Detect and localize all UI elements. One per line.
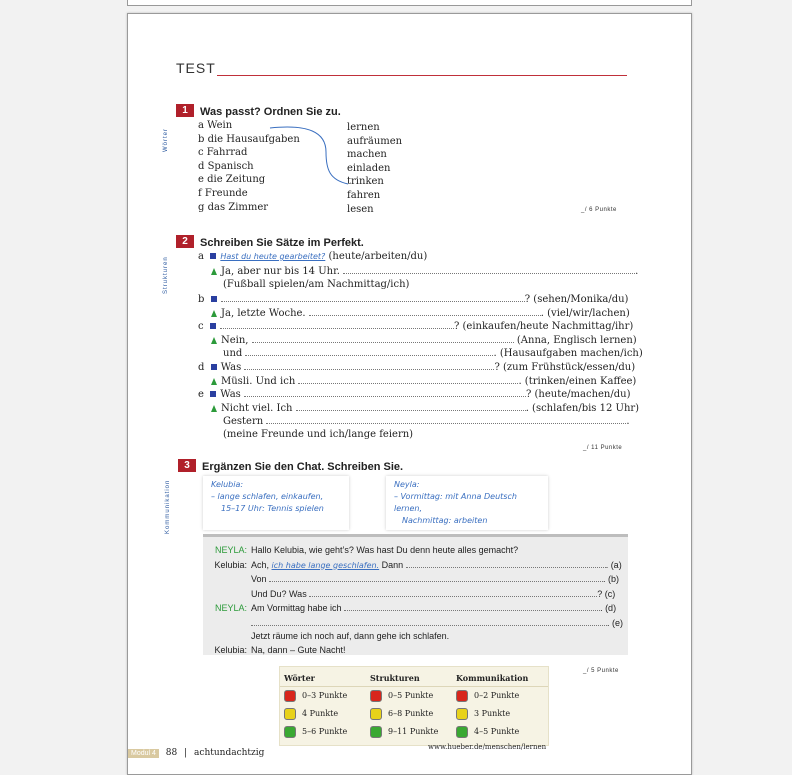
text: Nein, xyxy=(221,335,249,346)
section-1-title: Was passt? Ordnen Sie zu. xyxy=(200,106,341,118)
answer-blank[interactable] xyxy=(296,401,526,411)
text: Müsli. Und ich xyxy=(221,376,296,387)
hint: ? (sehen/Monika/du) xyxy=(524,294,629,305)
chat-row xyxy=(203,544,628,558)
red-dot-icon xyxy=(284,690,296,702)
square-marker xyxy=(210,253,216,259)
eval-cell: 3 Punkte xyxy=(456,708,510,720)
eval-header-woerter: Wörter xyxy=(284,673,315,683)
page-number: 88 xyxy=(165,748,178,758)
section-2-side-label: Strukturen xyxy=(163,256,169,294)
answer-blank[interactable] xyxy=(220,319,454,329)
s2-item-e1 xyxy=(198,387,631,402)
note-line: – lange schlafen, einkaufen, xyxy=(211,492,324,501)
title-rule xyxy=(217,75,627,76)
text: Ja, letzte Woche. xyxy=(221,308,306,319)
note-line: Nachmittag: arbeiten xyxy=(402,516,488,525)
hint: . (viel/wir/lachen) xyxy=(540,308,630,319)
module-tag: Modul 4 xyxy=(128,749,159,758)
hint: . (schlafen/bis 12 Uhr) xyxy=(525,403,640,414)
speaker-kelubia: Kelubia: xyxy=(214,559,247,570)
s1-left-item: c Fahrrad xyxy=(198,147,248,159)
eval-cell: 0–5 Punkte xyxy=(370,690,433,702)
section-2-header xyxy=(176,231,364,250)
chat-text: Hallo Kelubia, wie geht’s? Was hast Du denn heute alles gemacht? xyxy=(251,545,519,555)
s1-right-item: machen xyxy=(347,149,387,161)
s2-points: _/ 11 Punkte xyxy=(583,445,623,451)
s1-left-item: f Freunde xyxy=(198,187,248,199)
chat-text: Am Vormittag habe ich xyxy=(251,603,342,613)
hint: ? (heute/machen/du) xyxy=(525,389,631,400)
answer-blank[interactable] xyxy=(251,616,607,626)
green-dot-icon xyxy=(370,726,382,738)
page-footer: Modul 4 88 | achtundachtzig xyxy=(128,748,264,758)
chat-row xyxy=(203,630,628,644)
answer-blank[interactable] xyxy=(245,346,493,356)
answer-blank[interactable] xyxy=(406,558,606,568)
chat-text: . (e) xyxy=(607,617,624,628)
answer-blank[interactable] xyxy=(309,306,541,316)
speaker-neyla: NEYLA: xyxy=(214,545,247,555)
green-dot-icon xyxy=(456,726,468,738)
section-1-side-label: Wörter xyxy=(163,128,169,152)
chat-row xyxy=(203,558,628,573)
answer-blank[interactable] xyxy=(244,387,526,397)
chat-row xyxy=(203,587,628,602)
section-3-number: 3 xyxy=(178,459,196,472)
note-name: Neyla: xyxy=(394,480,420,489)
eval-cell: 5–6 Punkte xyxy=(284,726,347,738)
s1-right-item: aufräumen xyxy=(347,135,403,147)
note-neyla xyxy=(386,476,548,530)
speaker-kelubia: Kelubia: xyxy=(214,644,247,655)
eval-cell: 0–2 Punkte xyxy=(456,690,519,702)
answer-blank[interactable] xyxy=(266,414,626,424)
chat-text: Und Du? Was xyxy=(251,588,307,599)
triangle-marker xyxy=(211,378,217,385)
section-3-side-label: Kommunikation xyxy=(165,479,171,534)
answer-blank[interactable] xyxy=(269,572,603,582)
item-letter: b xyxy=(198,294,205,305)
chat-row xyxy=(203,601,628,616)
text: Ja, aber nur bis 14 Uhr. xyxy=(221,266,340,277)
yellow-dot-icon xyxy=(456,708,468,720)
green-dot-icon xyxy=(284,726,296,738)
hint: ? (zum Frühstück/essen/du) xyxy=(494,362,636,373)
s1-left-item: g das Zimmer xyxy=(198,201,269,213)
note-line: – Vormittag: mit Anna Deutsch lernen, xyxy=(394,492,517,513)
section-1-header xyxy=(176,100,341,119)
handwritten-answer: ich habe lange geschlafen. xyxy=(271,560,380,570)
s2-item-c3 xyxy=(223,346,643,361)
s1-right-item: lesen xyxy=(347,203,374,215)
s1-right-item: fahren xyxy=(347,189,381,201)
eval-cell: 4 Punkte xyxy=(284,708,338,720)
s2-item-c1 xyxy=(198,319,633,334)
eval-cell: 6–8 Punkte xyxy=(370,708,433,720)
page-title: TEST xyxy=(176,60,216,76)
answer-blank[interactable] xyxy=(343,264,635,274)
chat-text: Na, dann – Gute Nacht! xyxy=(251,644,346,655)
handwritten-answer: Hast du heute gearbeitet? xyxy=(220,252,326,261)
hint: (Anna, Englisch lernen) xyxy=(516,335,637,346)
triangle-marker xyxy=(211,405,217,412)
speaker-neyla: NEYLA: xyxy=(214,603,247,613)
note-name: Kelubia: xyxy=(211,480,244,489)
note-line: 15–17 Uhr: Tennis spielen xyxy=(221,504,324,513)
s1-left-item: d Spanisch xyxy=(198,160,254,172)
text: Nicht viel. Ich xyxy=(221,403,293,414)
chat-text: ? (c) xyxy=(597,588,616,599)
hint: ? (einkaufen/heute Nachmittag/ihr) xyxy=(453,321,634,332)
eval-header-kommunikation: Kommunikation xyxy=(456,673,529,683)
red-dot-icon xyxy=(370,690,382,702)
s2-item-a1 xyxy=(198,250,427,264)
answer-blank[interactable] xyxy=(344,601,600,611)
chat-text: Jetzt räume ich noch auf, dann gehe ich schlafen. xyxy=(251,631,450,641)
chat-text: Ach, xyxy=(251,559,270,570)
section-3-header xyxy=(178,455,403,474)
hint: . (trinken/einen Kaffee) xyxy=(518,376,637,387)
yellow-dot-icon xyxy=(284,708,296,720)
s2-item-a3: (Fußball spielen/am Nachmittag/ich) xyxy=(223,279,410,290)
chat-panel xyxy=(203,534,628,655)
chat-text: Dann xyxy=(381,559,404,570)
s1-right-item: lernen xyxy=(347,122,380,133)
s2-item-b1 xyxy=(198,292,628,307)
eval-header-strukturen: Strukturen xyxy=(370,673,420,683)
chat-text: . (d) xyxy=(600,603,617,613)
triangle-marker xyxy=(211,268,217,275)
s1-left-item: b die Hausaufgaben xyxy=(198,133,300,145)
s3-points: _/ 5 Punkte xyxy=(583,668,619,674)
eval-cell: 4–5 Punkte xyxy=(456,726,519,738)
chat-text: Von xyxy=(251,574,267,584)
square-marker xyxy=(211,364,217,370)
section-3-title: Ergänzen Sie den Chat. Schreiben Sie. xyxy=(202,461,404,473)
section-1-number: 1 xyxy=(176,104,194,117)
chat-lines xyxy=(203,544,628,657)
evaluation-table xyxy=(279,666,549,746)
chat-text: . (a) xyxy=(605,559,622,570)
triangle-marker xyxy=(211,337,217,344)
text: und xyxy=(223,348,243,359)
square-marker xyxy=(210,323,216,329)
s2-item-d1 xyxy=(198,360,635,375)
triangle-marker xyxy=(211,310,217,317)
text: Was xyxy=(220,389,241,400)
answer-blank[interactable] xyxy=(221,292,525,302)
red-dot-icon xyxy=(456,690,468,702)
note-kelubia xyxy=(203,476,349,530)
text: Gestern xyxy=(223,416,264,427)
s1-points: _/ 6 Punkte xyxy=(581,207,617,213)
item-letter: d xyxy=(198,362,205,373)
hint: (heute/arbeiten/du) xyxy=(328,251,428,262)
s1-right-item: trinken xyxy=(347,176,384,188)
answer-blank[interactable] xyxy=(244,360,494,370)
chat-text: . (b) xyxy=(603,574,620,584)
section-2-title: Schreiben Sie Sätze im Perfekt. xyxy=(200,237,364,249)
eval-cell: 9–11 Punkte xyxy=(370,726,438,738)
item-letter: a xyxy=(198,251,204,262)
chat-row xyxy=(203,572,628,587)
section-2-number: 2 xyxy=(176,235,194,248)
s1-left-item: e die Zeitung xyxy=(198,174,266,186)
item-letter: c xyxy=(198,321,204,332)
s1-right-item: einladen xyxy=(347,162,391,174)
answer-blank[interactable] xyxy=(298,374,518,384)
chat-row xyxy=(203,644,628,658)
yellow-dot-icon xyxy=(370,708,382,720)
eval-divider xyxy=(280,686,548,687)
s1-example-connector xyxy=(268,122,358,192)
square-marker xyxy=(211,296,217,302)
s2-item-a2: Ja, aber nur bis 14 Uhr. . xyxy=(211,264,638,279)
s1-left-item: a Wein xyxy=(198,120,233,131)
item-letter: e xyxy=(198,389,204,400)
answer-blank[interactable] xyxy=(309,587,597,597)
s2-item-e4: (meine Freunde und ich/lange feiern) xyxy=(223,429,414,440)
hint: . (Hausaufgaben machen/ich) xyxy=(493,348,643,359)
square-marker xyxy=(210,391,216,397)
text: Was xyxy=(220,362,242,373)
workbook-page xyxy=(127,13,692,775)
previous-page-edge xyxy=(127,0,692,6)
footer-url: www.hueber.de/menschen/lernen xyxy=(428,743,547,751)
s2-item-e3: Gestern . xyxy=(223,416,630,427)
chat-row xyxy=(203,616,628,631)
page-number-word: achtundachtzig xyxy=(194,748,265,758)
eval-cell: 0–3 Punkte xyxy=(284,690,347,702)
answer-blank[interactable] xyxy=(252,333,514,343)
